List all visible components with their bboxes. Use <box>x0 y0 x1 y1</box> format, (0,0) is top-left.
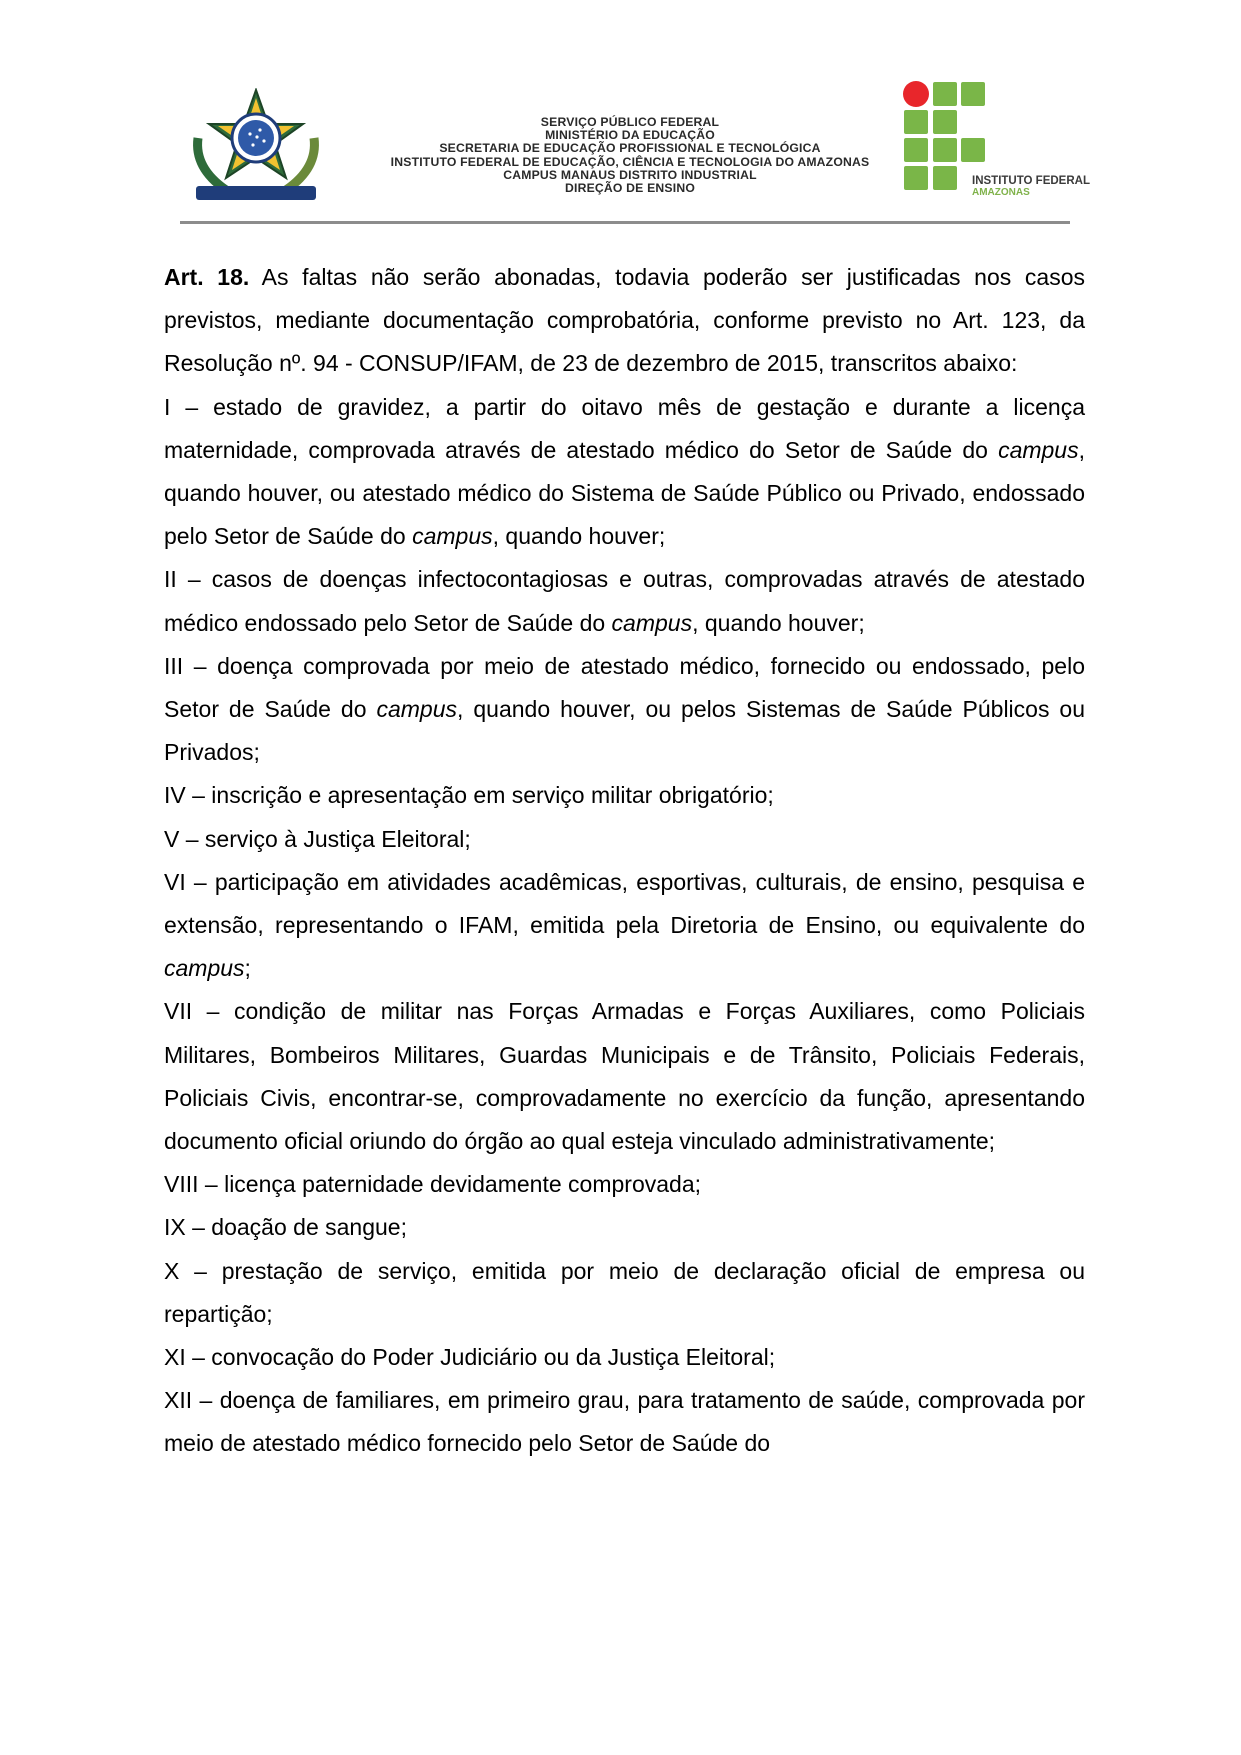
header-line: SECRETARIA DE EDUCAÇÃO PROFISSIONAL E TECNOLÓGICA <box>439 141 821 156</box>
header-line: MINISTÉRIO DA EDUCAÇÃO <box>545 128 715 143</box>
item-text: , quando houver, ou atestado médico do Sistema de Saúde Público ou Privado, endossado pelo Setor de Saúde do <box>164 436 1085 550</box>
item-text: , quando houver, ou pelos Sistemas de Saúde Públicos ou Privados; <box>164 696 1085 766</box>
document-body <box>164 256 1085 1466</box>
list-item: X – prestação de serviço, emitida por meio de declaração oficial de empresa ou repartição; <box>164 1257 1085 1327</box>
list-item <box>164 861 1085 991</box>
list-item <box>164 386 1085 559</box>
item-text: , quando houver; <box>492 523 666 550</box>
list-item: IV – inscrição e apresentação em serviço militar obrigatório; <box>164 782 774 809</box>
campus-italic: campus <box>998 436 1079 463</box>
article-paragraph <box>164 256 1085 386</box>
list-item <box>164 645 1085 775</box>
page-header <box>0 0 1241 230</box>
if-logo-text <box>972 175 1090 199</box>
list-item: VII – condição de militar nas Forças Armadas e Forças Auxiliares, como Policiais Militares, Bombeiros Militares, Guardas Municipais e de Trânsito, Policiais Federais, Policiais Civis, encontrar-se, comprovadamente no exercício da função, apresentando documento oficial oriundo do órgão ao qual esteja vinculado administrativamente; <box>164 998 1085 1155</box>
list-item: VIII – licença paternidade devidamente comprovada; <box>164 1171 701 1198</box>
campus-italic: campus <box>611 609 693 636</box>
if-logo-name: INSTITUTO FEDERAL <box>972 175 1090 187</box>
article-label: Art. 18. <box>164 264 250 290</box>
list-item: IX – doação de sangue; <box>164 1214 407 1241</box>
article-text: As faltas não serão abonadas, todavia poderão ser justificadas nos casos previstos, mediante documentação comprobatória, conforme previsto no Art. 123, da Resolução nº. 94 - CONSUP/IFAM, de 23 de dezembro de 2015, transcritos abaixo: <box>164 264 1085 377</box>
item-text: I – estado de gravidez, a partir do oitavo mês de gestação e durante a licença maternidade, comprovada através de atestado médico do Setor de Saúde do <box>164 393 1085 463</box>
brazil-coat-of-arms-icon <box>185 88 327 206</box>
item-text: ; <box>244 955 251 982</box>
list-item <box>164 558 1085 644</box>
item-text: III – doença comprovada por meio de atestado médico, fornecido ou endossado, pelo Setor de Saúde do <box>164 652 1085 723</box>
if-logo-sub: AMAZONAS <box>972 187 1030 198</box>
institution-header <box>345 116 915 195</box>
item-text: VI – participação em atividades acadêmicas, esportivas, culturais, de ensino, pesquisa e extensão, representando o IFAM, emitida pela Diretoria de Ensino, ou equivalente do <box>164 868 1085 939</box>
campus-italic: campus <box>412 523 493 550</box>
campus-italic: campus <box>376 696 458 723</box>
list-item: XI – convocação do Poder Judiciário ou da Justiça Eleitoral; <box>164 1344 776 1371</box>
header-line: CAMPUS MANAUS DISTRITO INDUSTRIAL <box>503 167 757 182</box>
header-line: INSTITUTO FEDERAL DE EDUCAÇÃO, CIÊNCIA E TECNOLOGIA DO AMAZONAS <box>390 154 870 169</box>
list-item: XII – doença de familiares, em primeiro grau, para tratamento de saúde, comprovada por meio de atestado médico fornecido pelo Setor de Saúde do <box>164 1387 1085 1457</box>
campus-italic: campus <box>164 955 245 982</box>
list-item: V – serviço à Justiça Eleitoral; <box>164 825 471 852</box>
item-text: , quando houver; <box>692 609 865 636</box>
header-line: DIREÇÃO DE ENSINO <box>564 181 696 196</box>
header-line: SERVIÇO PÚBLICO FEDERAL <box>540 115 720 129</box>
header-divider <box>180 221 1070 224</box>
item-text: II – casos de doenças infectocontagiosas e outras, comprovadas através de atestado médico endossado pelo Setor de Saúde do <box>164 566 1085 636</box>
